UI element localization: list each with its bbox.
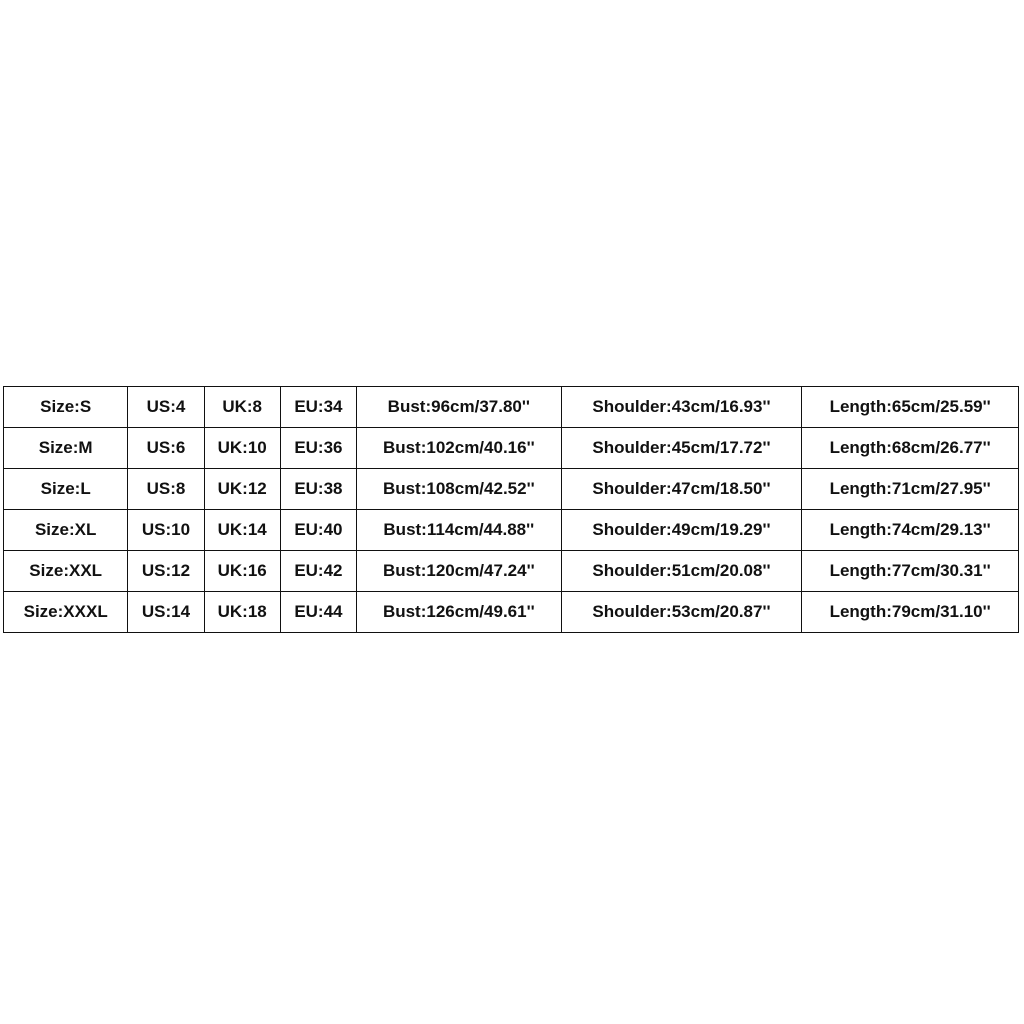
shoulder-cell: Shoulder:49cm/19.29'' [561, 510, 802, 551]
size-cell: Size:L [4, 469, 128, 510]
table-row [4, 428, 1019, 469]
uk-size-cell: UK:16 [204, 551, 280, 592]
bust-cell: Bust:120cm/47.24'' [357, 551, 562, 592]
size-cell: Size:S [4, 387, 128, 428]
size-cell: Size:XXL [4, 551, 128, 592]
us-size-cell: US:4 [128, 387, 204, 428]
bust-cell: Bust:114cm/44.88'' [357, 510, 562, 551]
eu-size-cell: EU:42 [280, 551, 356, 592]
bust-cell: Bust:102cm/40.16'' [357, 428, 562, 469]
length-cell: Length:71cm/27.95'' [802, 469, 1019, 510]
size-cell: Size:XL [4, 510, 128, 551]
uk-size-cell: UK:12 [204, 469, 280, 510]
bust-cell: Bust:96cm/37.80'' [357, 387, 562, 428]
uk-size-cell: UK:8 [204, 387, 280, 428]
us-size-cell: US:12 [128, 551, 204, 592]
table-row [4, 551, 1019, 592]
table-row [4, 387, 1019, 428]
length-cell: Length:74cm/29.13'' [802, 510, 1019, 551]
us-size-cell: US:10 [128, 510, 204, 551]
us-size-cell: US:6 [128, 428, 204, 469]
shoulder-cell: Shoulder:53cm/20.87'' [561, 592, 802, 633]
us-size-cell: US:8 [128, 469, 204, 510]
length-cell: Length:68cm/26.77'' [802, 428, 1019, 469]
table-row [4, 592, 1019, 633]
table-row [4, 469, 1019, 510]
shoulder-cell: Shoulder:43cm/16.93'' [561, 387, 802, 428]
bust-cell: Bust:108cm/42.52'' [357, 469, 562, 510]
length-cell: Length:65cm/25.59'' [802, 387, 1019, 428]
uk-size-cell: UK:14 [204, 510, 280, 551]
size-cell: Size:M [4, 428, 128, 469]
eu-size-cell: EU:38 [280, 469, 356, 510]
length-cell: Length:77cm/30.31'' [802, 551, 1019, 592]
eu-size-cell: EU:36 [280, 428, 356, 469]
shoulder-cell: Shoulder:45cm/17.72'' [561, 428, 802, 469]
length-cell: Length:79cm/31.10'' [802, 592, 1019, 633]
shoulder-cell: Shoulder:51cm/20.08'' [561, 551, 802, 592]
eu-size-cell: EU:34 [280, 387, 356, 428]
uk-size-cell: UK:10 [204, 428, 280, 469]
size-chart-table [3, 386, 1019, 633]
eu-size-cell: EU:44 [280, 592, 356, 633]
size-cell: Size:XXXL [4, 592, 128, 633]
us-size-cell: US:14 [128, 592, 204, 633]
table-row [4, 510, 1019, 551]
uk-size-cell: UK:18 [204, 592, 280, 633]
shoulder-cell: Shoulder:47cm/18.50'' [561, 469, 802, 510]
bust-cell: Bust:126cm/49.61'' [357, 592, 562, 633]
eu-size-cell: EU:40 [280, 510, 356, 551]
